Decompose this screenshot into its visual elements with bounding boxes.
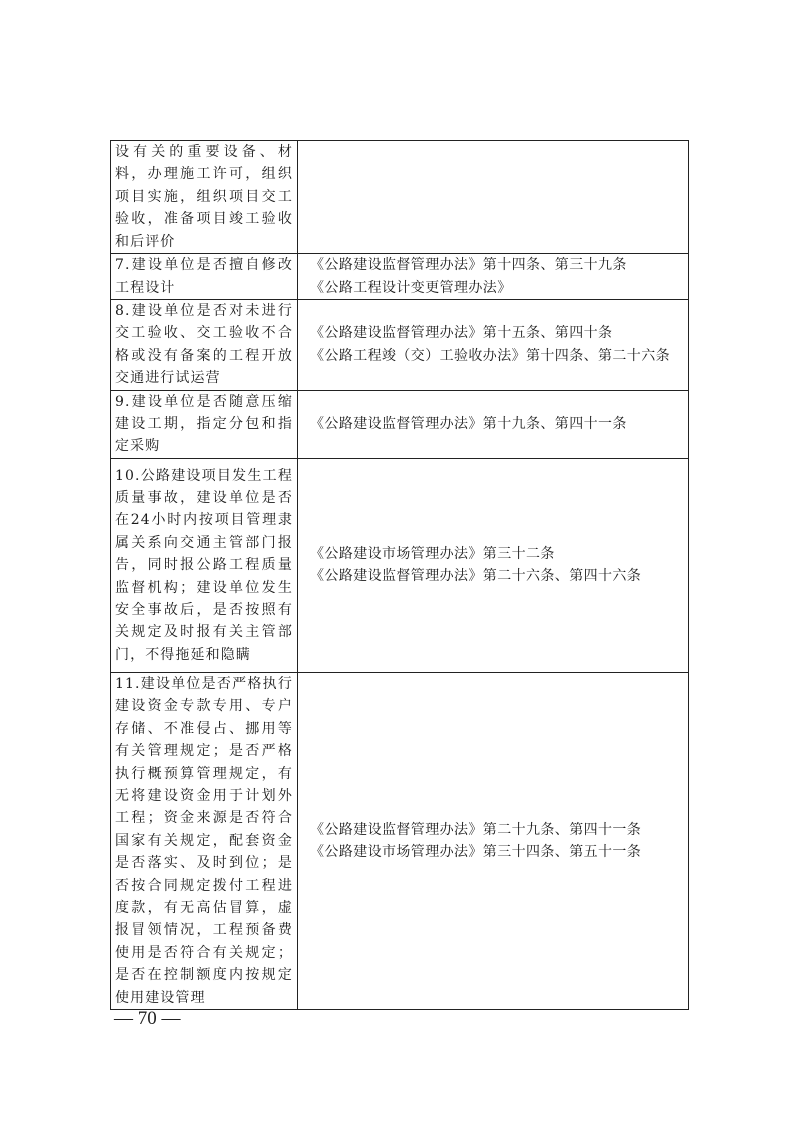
basis-line: 《公路建设市场管理办法》第三十二条: [310, 545, 555, 562]
basis-line: 《公路建设监督管理办法》第十五条、第四十条: [310, 325, 613, 342]
table-row: [111, 672, 689, 1009]
basis-line: 《公路工程竣（交）工验收办法》第十四条、第二十六条: [310, 347, 670, 364]
legal-basis: [298, 390, 689, 458]
table-row: [111, 390, 689, 458]
basis-line: 《公路建设监督管理办法》第十九条、第四十一条: [310, 416, 627, 433]
legal-basis: [298, 141, 689, 254]
inspection-item: 设有关的重要设备、材料，办理施工许可，组织项目实施，组织项目交工验收，准备项目竣工验收和后评价: [111, 141, 298, 254]
basis-line: 《公路建设监督管理办法》第十四条、第三十九条: [310, 257, 627, 274]
inspection-item: 8.建设单位是否对未进行交工验收、交工验收不合格或没有备案的工程开放交通进行试运营: [111, 300, 298, 391]
basis-line: 《公路建设市场管理办法》第三十四条、第五十一条: [310, 843, 642, 860]
basis-line: 《公路建设监督管理办法》第二十九条、第四十一条: [310, 821, 642, 838]
inspection-item: 9.建设单位是否随意压缩建设工期，指定分包和指定采购: [111, 390, 298, 458]
legal-basis: [298, 672, 689, 1009]
basis-line: 《公路工程设计变更管理办法》: [310, 279, 512, 296]
inspection-item: 7.建设单位是否擅自修改工程设计: [111, 254, 298, 300]
table-row: [111, 141, 689, 254]
legal-basis: [298, 300, 689, 391]
table-row: [111, 254, 689, 300]
legal-basis: [298, 254, 689, 300]
regulation-table: [110, 140, 689, 1010]
inspection-item: 11.建设单位是否严格执行建设资金专款专用、专户存储、不准侵占、挪用等有关管理规定；是否严格执行概预算管理规定，有无将建设资金用于计划外工程；资金来源是否符合国家有关规定，配套资金是否落实、及时到位；是否按合同规定拨付工程进度款，有无高估冒算，虚报冒领情况，工程预备费使用是否符合有关规定；是否在控制额度内按规定使用建设管理: [111, 672, 298, 1009]
legal-basis: [298, 458, 689, 672]
basis-line: 《公路建设监督管理办法》第二十六条、第四十六条: [310, 568, 642, 585]
inspection-item: 10.公路建设项目发生工程质量事故，建设单位是否在24小时内按项目管理隶属关系向交通主管部门报告，同时报公路工程质量监督机构；建设单位发生安全事故后，是否按照有关规定及时报有关主管部门，不得拖延和隐瞒: [111, 458, 298, 672]
table-row: [111, 458, 689, 672]
page-number: — 70 —: [114, 1008, 181, 1029]
table-row: [111, 300, 689, 391]
